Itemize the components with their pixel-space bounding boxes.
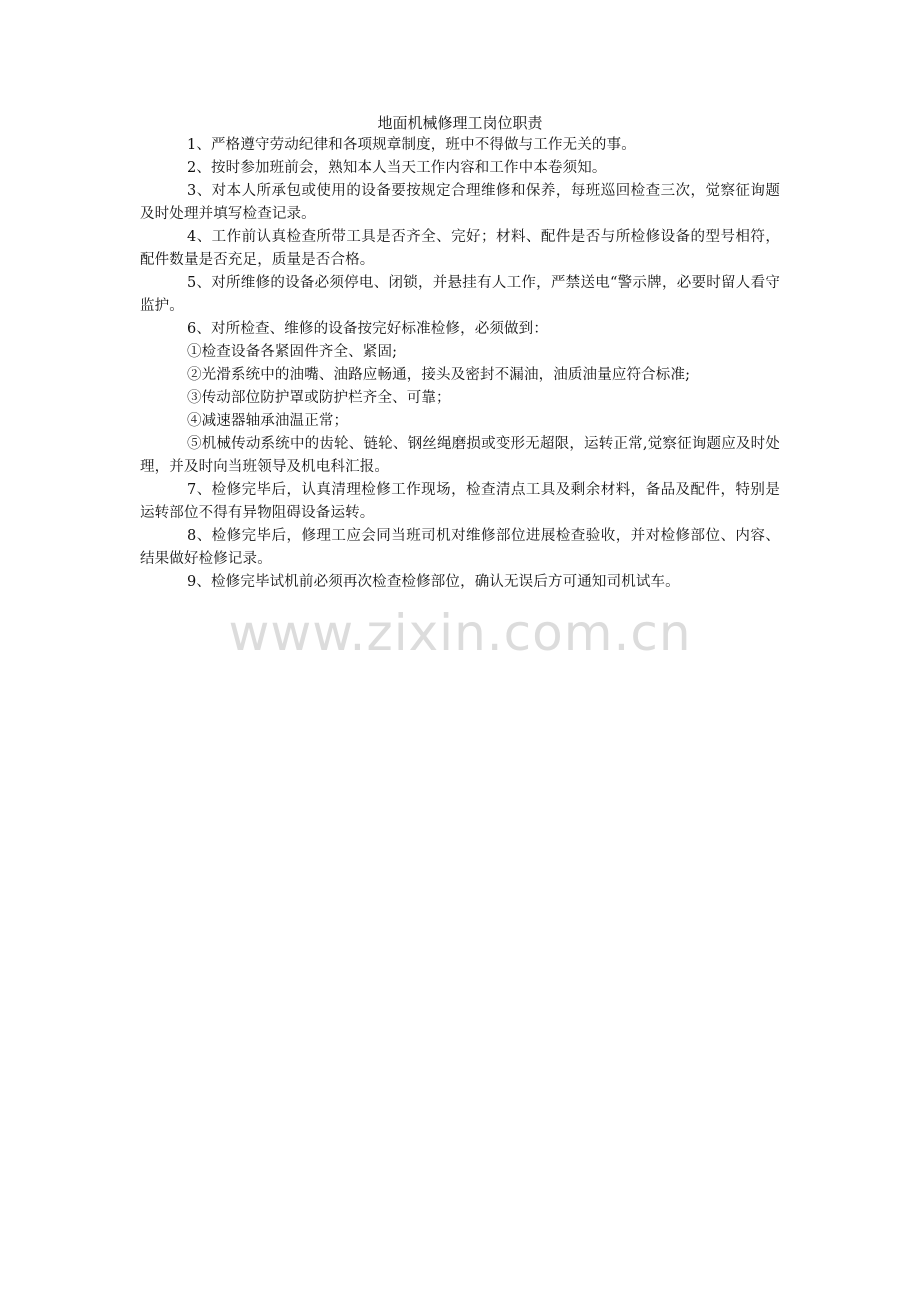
sub-item-5: ⑤机械传动系统中的齿轮、链轮、钢丝绳磨损或变形无超限，运转正常,觉察征询题应及时处理，并及时向当班领导及机电科汇报。 bbox=[140, 436, 780, 475]
sub-item-2: ②光滑系统中的油嘴、油路应畅通，接头及密封不漏油，油质油量应符合标准; bbox=[187, 367, 691, 383]
paragraph-6: 6、对所检查、维修的设备按完好标准检修，必须做到： bbox=[187, 321, 548, 337]
sub-item-4: ④减速器轴承油温正常； bbox=[187, 413, 349, 429]
paragraph-2: 2、按时参加班前会，熟知本人当天工作内容和工作中本卷须知。 bbox=[187, 160, 607, 176]
document-body bbox=[140, 112, 780, 594]
paragraph-4: 4、工作前认真检查所带工具是否齐全、完好；材料、配件是否与所检修设备的型号相符，配件数量是否充足，质量是否合格。 bbox=[140, 229, 780, 268]
document-title: 地面机械修理工岗位职责 bbox=[377, 114, 543, 132]
paragraph-1: 1、严格遵守劳动纪律和各项规章制度，班中不得做与工作无关的事。 bbox=[187, 137, 636, 153]
paragraph-9: 9、检修完毕试机前必须再次检查检修部位，确认无误后方可通知司机试车。 bbox=[187, 574, 680, 590]
sub-item-3: ③传动部位防护罩或防护栏齐全、可靠； bbox=[187, 390, 451, 406]
paragraph-5: 5、对所维修的设备必须停电、闭锁，并悬挂有人工作，严禁送电“警示牌，必要时留人看守监护。 bbox=[140, 275, 780, 314]
paragraph-7: 7、检修完毕后，认真清理检修工作现场，检查清点工具及剩余材料，备品及配件，特别是运转部位不得有异物阻碍设备运转。 bbox=[140, 482, 780, 521]
watermark: www.zixin.com.cn bbox=[228, 604, 692, 662]
paragraph-8: 8、检修完毕后，修理工应会同当班司机对维修部位进展检查验收，并对检修部位、内容、结果做好检修记录。 bbox=[140, 528, 780, 567]
paragraph-3: 3、对本人所承包或使用的设备要按规定合理维修和保养，每班巡回检查三次，觉察征询题及时处理并填写检查记录。 bbox=[140, 183, 780, 222]
sub-item-1: ①检查设备各紧固件齐全、紧固; bbox=[187, 344, 398, 360]
